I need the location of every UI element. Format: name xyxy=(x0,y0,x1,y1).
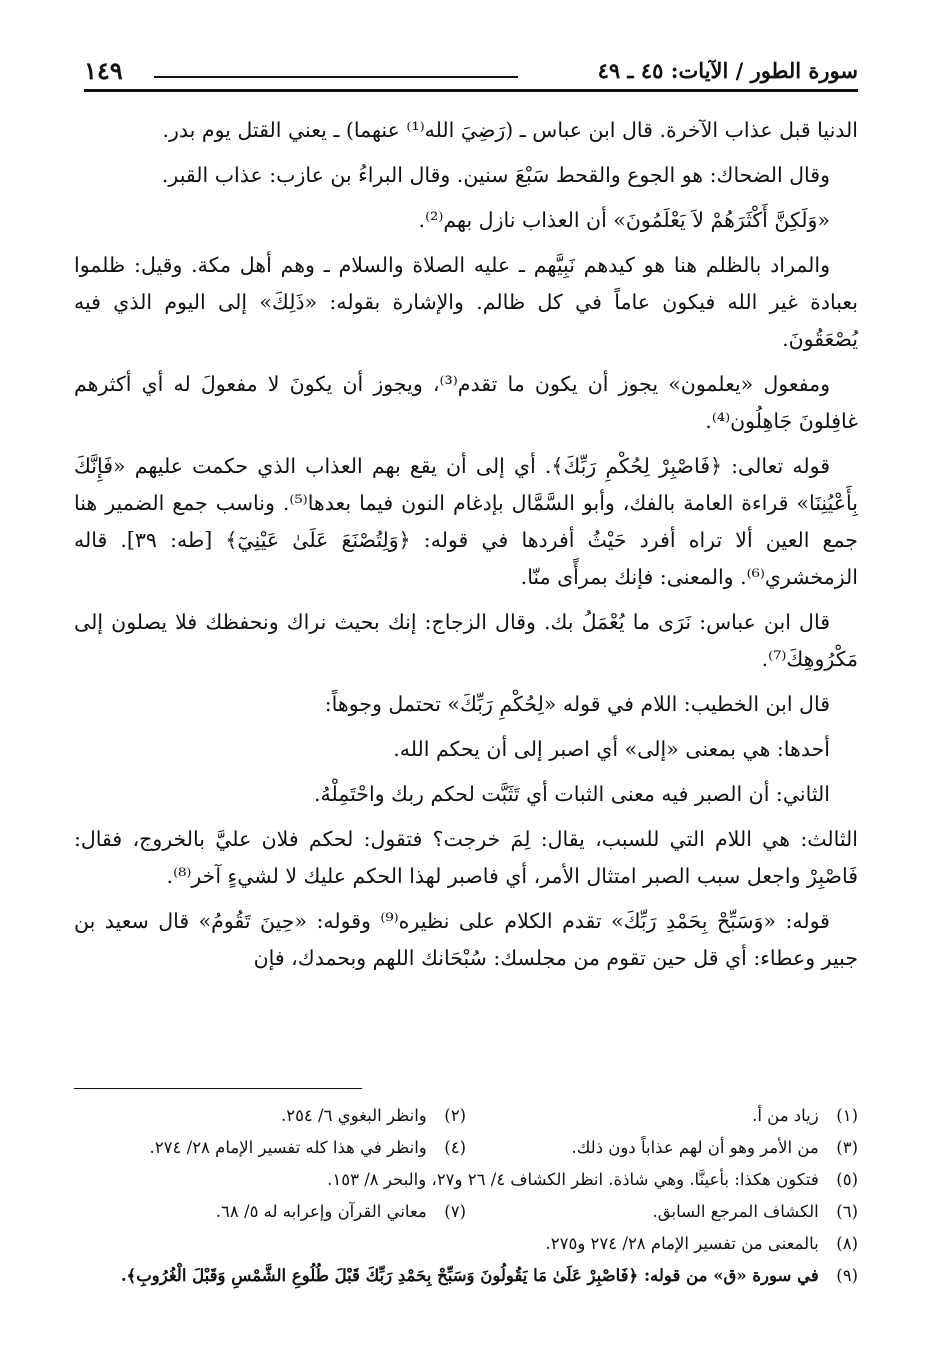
paragraph: «وَلَكِنَّ أَكْثَرَهُمْ لاَ يَعْلَمُونَ» أن العذاب نازل بهم⁽²⁾. xyxy=(418,208,830,232)
footnote xyxy=(466,1196,858,1228)
footnote xyxy=(466,1132,858,1164)
footnote-row xyxy=(74,1100,858,1132)
paragraph: قال ابن الخطيب: اللام في قوله «لِحُكْمِ رَبِّكَ» تحتمل وجوهاً: xyxy=(324,692,830,716)
footnote-number: (١) xyxy=(836,1106,858,1125)
running-title: سورة الطور / الآيات: ٤٥ ـ ٤٩ xyxy=(597,58,858,83)
footnote xyxy=(74,1100,466,1132)
paragraph: وقال الضحاك: هو الجوع والقحط سَبْعَ سنين. وقال البراءُ بن عازب: عذاب القبر. xyxy=(161,163,830,187)
footnote xyxy=(74,1132,466,1164)
footnote-number: (٧) xyxy=(444,1202,466,1221)
footnote xyxy=(466,1100,858,1132)
header-rule xyxy=(84,89,858,92)
footnotes xyxy=(74,1100,858,1292)
paragraph: الثاني: أن الصبر فيه معنى الثبات أي تَثَبَّت لحكم ربك واحْتَمِلْهُ. xyxy=(313,782,830,806)
footnote-text: زياد من أ. xyxy=(752,1106,819,1125)
footnote-separator xyxy=(74,1088,362,1089)
paragraph: قوله: «وَسَبِّحْ بِحَمْدِ رَبِّكَ» تقدم الكلام على نظيره⁽⁹⁾ وقوله: «حِينَ تَقُومُ» قال سعيد بن جبير وعطاء: أي قل حين تقوم من مجلسك: سُبْحَانك اللهم وبحمدك، فإن xyxy=(74,909,858,970)
footnote xyxy=(545,1228,858,1260)
header-leader-line xyxy=(154,76,518,78)
footnote-number: (٦) xyxy=(836,1202,858,1221)
footnote-text: من الأمر وهو أن لهم عذاباً دون ذلك. xyxy=(571,1138,819,1157)
footnote-row xyxy=(74,1228,858,1260)
footnote-number: (٣) xyxy=(836,1138,858,1157)
page-header xyxy=(84,52,858,92)
paragraph: ومفعول «يعلمون» يجوز أن يكون ما تقدم⁽³⁾، ويجوز أن يكونَ لا مفعولَ له أي أكثرهم غافِلونَ جَاهِلُون⁽⁴⁾. xyxy=(74,372,858,433)
footnote xyxy=(327,1164,858,1196)
footnote-row xyxy=(74,1196,858,1228)
paragraph: والمراد بالظلم هنا هو كيدهم نَبِيَّهم ـ عليه الصلاة والسلام ـ وهم أهل مكة. وقيل: ظلموا بعبادة غير الله فيكون عاماً في كل ظالم. والإشارة بقوله: «ذَلِكَ» إلى اليوم الذي فيه يُصْعَقُونَ. xyxy=(74,253,858,351)
paragraph: قال ابن عباس: نَرَى ما يُعْمَلُ بك. وقال الزجاج: إنك بحيث نراك ونحفظك فلا يصلون إلى مَكْرُوهِكَ⁽⁷⁾. xyxy=(74,610,858,671)
footnote xyxy=(74,1196,466,1228)
footnote-text: فتكون هكذا: بأعينَّا. وهي شاذة. انظر الكشاف ٤/ ٢٦ و٢٧، والبحر ٨/ ١٥٣. xyxy=(327,1170,819,1189)
footnote-text: في سورة «ق» من قوله: ﴿فَاصْبِرْ عَلَىٰ مَا يَقُولُونَ وَسَبِّحْ بِحَمْدِ رَبِّكَ قَبْلَ طُلُوعِ الشَّمْسِ وَقَبْلَ الْغُرُوبِ﴾. xyxy=(120,1266,819,1285)
footnote-text: بالمعنى من تفسير الإمام ٢٨/ ٢٧٤ و٢٧٥. xyxy=(545,1234,819,1253)
footnote-row xyxy=(74,1260,858,1292)
footnote-number: (٨) xyxy=(836,1234,858,1253)
footnote-number: (٤) xyxy=(444,1138,466,1157)
paragraph: الدنيا قبل عذاب الآخرة. قال ابن عباس ـ (رَضِيَ الله⁽¹⁾ عنهما) ـ يعني القتل يوم بدر. xyxy=(162,118,858,142)
footnote-text: وانظر البغوي ٦/ ٢٥٤. xyxy=(280,1106,427,1125)
footnote-number: (٢) xyxy=(444,1106,466,1125)
footnote-row xyxy=(74,1164,858,1196)
page-number: ١٤٩ xyxy=(84,56,123,85)
footnote-text: وانظر في هذا كله تفسير الإمام ٢٨/ ٢٧٤. xyxy=(149,1138,427,1157)
footnote-number: (٩) xyxy=(836,1266,858,1285)
footnote xyxy=(121,1260,858,1292)
paragraph: قوله تعالى: ﴿فَاصْبِرْ لِحُكْمِ رَبِّكَ﴾. أي إلى أن يقع بهم العذاب الذي حكمت عليهم «فَإِنَّكَ بِأَعْيُنِنَا» قراءة العامة بالفك، وأبو السَّمَّال بإدغام النون فيما بعدها⁽⁵⁾. وناسب جمع الضمير هنا جمع العين ألا تراه أفرد حَيْثُ أفردها في قوله: ﴿وَلِتُصْنَعَ عَلَىٰ عَيْنِيٓ﴾ [طه: ٣٩]. قاله الزمخشري⁽⁶⁾. والمعنى: فإنك بمرأًى منّا. xyxy=(74,454,858,589)
paragraph: أحدها: هي بمعنى «إلى» أي اصبر إلى أن يحكم الله. xyxy=(393,737,830,761)
footnote-text: الكشاف المرجع السابق. xyxy=(652,1202,819,1221)
footnote-row xyxy=(74,1132,858,1164)
footnote-number: (٥) xyxy=(836,1170,858,1189)
paragraph: الثالث: هي اللام التي للسبب، يقال: لِمَ خرجت؟ فتقول: لحكم فلان عليَّ بالخروج، فقال: فَاصْبِرْ واجعل سبب الصبر امتثال الأمر، أي فاصبر لهذا الحكم عليك لا لشيءٍ آخر⁽⁸⁾. xyxy=(74,827,858,888)
footnote-text: معاني القرآن وإعرابه له ٥/ ٦٨. xyxy=(215,1202,427,1221)
main-text xyxy=(74,112,858,985)
